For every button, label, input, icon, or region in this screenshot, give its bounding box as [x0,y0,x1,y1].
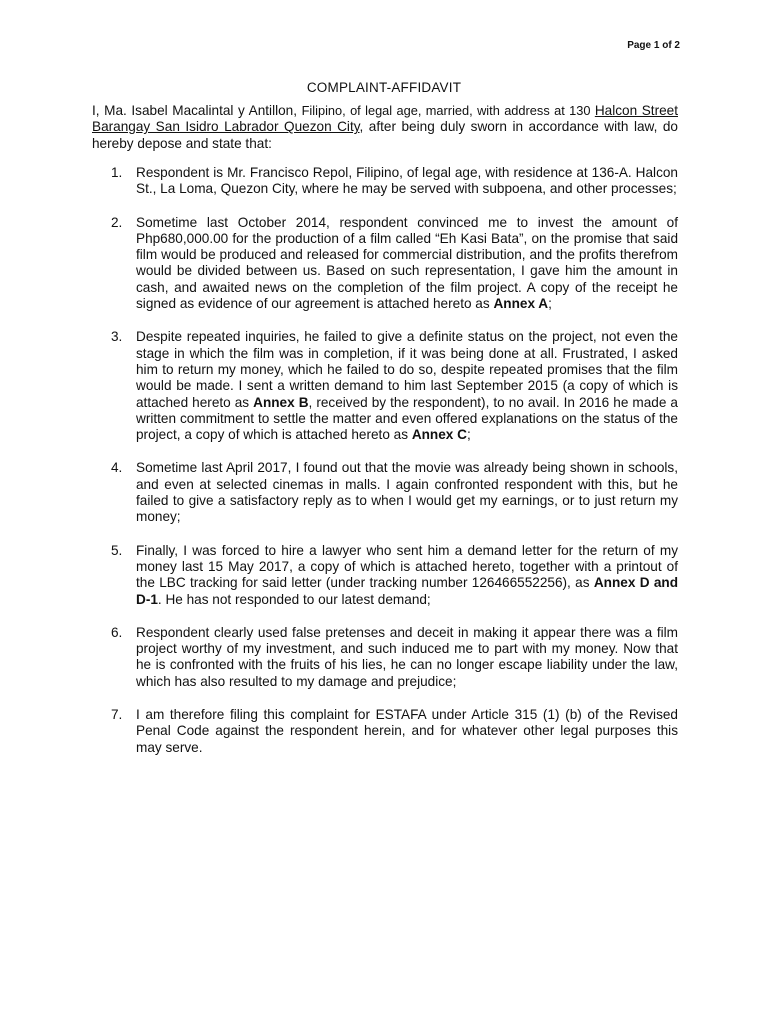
annex-reference: Annex B [253,394,309,410]
item-number: 1. [111,165,123,180]
item-number: 6. [111,624,123,640]
allegation-item-5 [96,543,678,608]
annex-reference: Annex D and D-1 [136,575,678,607]
allegation-item-6 [96,625,678,690]
page-number: Page 1 of 2 [627,40,680,51]
intro-address: Halcon Street Barangay San Isidro Labrador Quezon City [92,103,678,135]
intro-oath: , after being duly sworn in accordance with law, do hereby depose and state that: [92,119,678,151]
item-text: Sometime last April 2017, I found out that the movie was already being shown in schools, and even at selected cinemas in malls. I again confronted respondent with this, but he failed to give a satisfactory reply as to when I would get my earnings, or to just return my money; [136,460,678,525]
item-text: Respondent is Mr. Francisco Repol, Filipino, of legal age, with residence at 136-A. Halcon St., La Loma, Quezon City, where he may be served with subpoena, and other processes; [136,165,678,197]
allegation-item-7 [96,707,678,756]
item-text: Despite repeated inquiries, he failed to give a definite status on the project, not even the stage in which the film was in completion, if it was being done at all. Frustrated, I asked him to return my money, which he failed to do so, despite repeated promises that the film would be made. I sent a written demand to him last September 2015 (a copy of which is attached hereto as [136,329,678,410]
intro-affiant-name: I, Ma. Isabel Macalintal y Antillon, [92,103,302,118]
annex-reference: Annex C [411,427,467,443]
intro-affiant-details: Filipino, of legal age, married, with address at 130 [301,103,595,118]
item-number: 2. [111,214,123,230]
intro-paragraph [92,103,678,152]
item-text: I am therefore filing this complaint for ESTAFA under Article 315 (1) (b) of the Revised Penal Code against the respondent herein, and for whatever other legal purposes this may serve. [136,707,678,755]
item-number: 5. [111,542,123,558]
item-text-end: ; [548,296,552,312]
allegations-list [96,165,678,773]
allegation-item-4 [96,460,678,525]
document-title: COMPLAINT-AFFIDAVIT [306,80,462,95]
item-text: Sometime last October 2014, respondent convinced me to invest the amount of Php680,000.00 for the production of a film called “Eh Kasi Bata”, on the promise that said film would be produced and released for commercial distribution, and the profits therefrom would be divided between us. Based on such representation, I gave him the amount in cash, and awaited news on the completion of the film project. A copy of the receipt he signed as evidence of our agreement is attached hereto as [136,214,678,312]
annex-reference: Annex A [493,296,549,312]
item-number: 4. [111,460,123,476]
allegation-item-1 [96,165,678,198]
item-text: Finally, I was forced to hire a lawyer who sent him a demand letter for the return of my money last 15 May 2017, a copy of which is attached hereto, together with a printout of the LBC tracking for said letter (under tracking number 126466552256), as [136,542,678,591]
item-text-end: . He has not responded to our latest demand; [157,591,431,607]
item-text: , received by the respondent), to no avail. In 2016 he made a written commitment to settle the matter and even offered explanations on the status of the project, a copy of which is attached hereto as [136,394,678,443]
item-number: 7. [111,707,123,723]
allegation-item-3 [96,329,678,443]
allegation-item-2 [96,215,678,313]
item-number: 3. [111,329,123,345]
item-text: Respondent clearly used false pretenses and deceit in making it appear there was a film project worthy of my investment, and such induced me to part with my money. Now that he is confronted with the fruits of his lies, he can no longer escape liability under the law, which has also resulted to my damage and prejudice; [136,624,678,689]
item-text-end: ; [466,427,471,443]
